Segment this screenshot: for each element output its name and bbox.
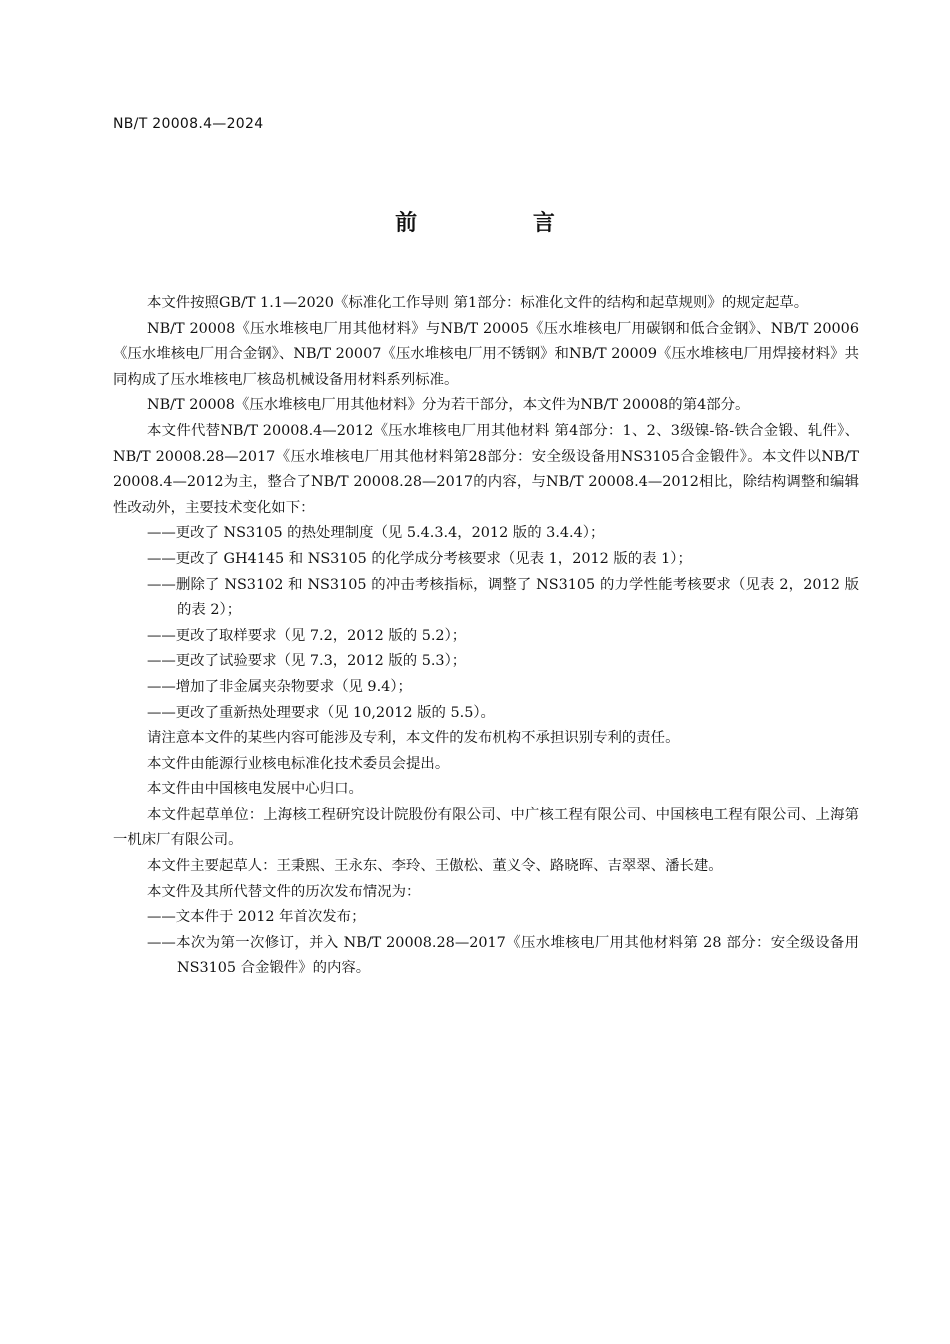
paragraph-drafting-units: 本文件起草单位：上海核工程研究设计院股份有限公司、中广核工程有限公司、中国核电工程有限公司、上海第一机床厂有限公司。 — [113, 806, 859, 849]
page-title: 前 言 — [395, 211, 609, 236]
paragraph-history-intro: 本文件及其所代替文件的历次发布情况为： — [147, 883, 421, 900]
change-item: ——增加了非金属夹杂物要求（见 9.4）； — [147, 678, 412, 695]
paragraph-patent-notice: 请注意本文件的某些内容可能涉及专利，本文件的发布机构不承担识别专利的责任。 — [147, 730, 680, 747]
change-item: ——更改了 GH4145 和 NS3105 的化学成分考核要求（见表 1，2012 版的表 1）； — [147, 550, 692, 567]
history-item: ——本次为第一次修订，并入 NB/T 20008.28—2017《压水堆核电厂用其他材料第 28 部分：安全级设备用 NS3105 合金锻件》的内容。 — [147, 934, 859, 977]
paragraph-drafting-rules: 本文件按照GB/T 1.1—2020《标准化工作导则 第1部分：标准化文件的结构和起草规则》的规定起草。 — [147, 295, 809, 311]
change-item: ——更改了取样要求（见 7.2，2012 版的 5.2）； — [147, 627, 467, 644]
paragraph-series-standards: NB/T 20008《压水堆核电厂用其他材料》与NB/T 20005《压水堆核电厂用碳钢和低合金钢》、NB/T 20006《压水堆核电厂用合金钢》、NB/T 20007《压水堆核电厂用不锈钢》和NB/T 20009《压水堆核电厂用焊接材料》共同构成了压水堆核电厂核岛机械设备用材料系列标准。 — [113, 320, 859, 388]
change-item: ——删除了 NS3102 和 NS3105 的冲击考核指标，调整了 NS3105 的力学性能考核要求（见表 2，2012 版的表 2）； — [147, 576, 859, 619]
paragraph-replacement: 本文件代替NB/T 20008.4—2012《压水堆核电厂用其他材料 第4部分：1、2、3级镍-铬-铁合金锻、轧件》、NB/T 20008.28—2017《压水堆核电厂用其他材料第28部分：安全级设备用NS3105合金锻件》。本文件以NB/T 20008.4—2012为主，整合了NB/T 20008.28—2017的内容，与NB/T 20008.4—2012相比，除结构调整和编辑性改动外，主要技术变化如下： — [113, 422, 859, 516]
paragraph-administrator: 本文件由中国核电发展中心归口。 — [147, 781, 363, 798]
change-item: ——更改了试验要求（见 7.3，2012 版的 5.3）； — [147, 653, 467, 670]
history-item: ——文本件于 2012 年首次发布； — [147, 909, 366, 926]
paragraph-drafters: 本文件主要起草人：王秉熙、王永东、李玲、王傲松、董义令、路晓晖、吉翠翠、潘长建。 — [147, 858, 723, 875]
change-item: ——更改了重新热处理要求（见 10,2012 版的 5.5）。 — [147, 704, 495, 721]
paragraph-parts: NB/T 20008《压水堆核电厂用其他材料》分为若干部分，本文件为NB/T 20008的第4部分。 — [147, 397, 750, 414]
paragraph-proposer: 本文件由能源行业核电标准化技术委员会提出。 — [147, 755, 450, 772]
foreword-body — [113, 291, 859, 982]
document-number: NB/T 20008.4—2024 — [113, 116, 264, 132]
change-item: ——更改了 NS3105 的热处理制度（见 5.4.3.4，2012 版的 3.4.4）； — [147, 525, 605, 542]
